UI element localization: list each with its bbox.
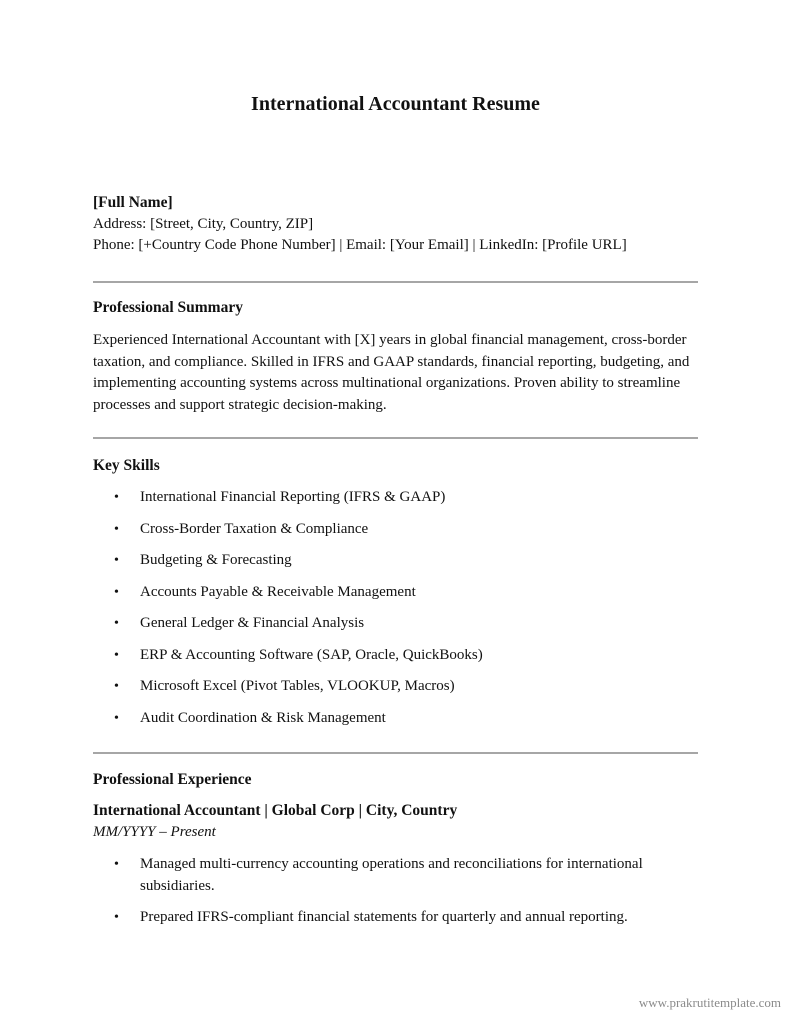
full-name: [Full Name] (93, 194, 173, 211)
skills-list (93, 487, 713, 729)
skill-item: • International Financial Reporting (IFRS & GAAP) (93, 487, 713, 509)
contact-line: Phone: [+Country Code Phone Number] | Email: [Your Email] | LinkedIn: [Profile URL] (93, 237, 627, 253)
skill-item: • General Ledger & Financial Analysis (93, 613, 713, 635)
skill-item: • ERP & Accounting Software (SAP, Oracle, QuickBooks) (93, 645, 713, 667)
job-bullets (93, 854, 713, 929)
divider (93, 437, 698, 439)
skill-item: • Audit Coordination & Risk Management (93, 708, 713, 730)
job-title-line: International Accountant | Global Corp | City, Country (93, 802, 458, 819)
job-bullet: • Prepared IFRS-compliant financial statements for quarterly and annual reporting. (93, 907, 713, 929)
skill-item: • Accounts Payable & Receivable Management (93, 582, 713, 604)
job-bullet: • Managed multi-currency accounting operations and reconciliations for international subsidiaries. (93, 854, 713, 897)
skill-item: • Microsoft Excel (Pivot Tables, VLOOKUP, Macros) (93, 676, 713, 698)
divider (93, 752, 698, 754)
skill-item: • Cross-Border Taxation & Compliance (93, 519, 713, 541)
document-title: International Accountant Resume (251, 93, 540, 115)
job-dates: MM/YYYY – Present (93, 824, 216, 840)
skills-heading: Key Skills (93, 457, 160, 474)
website-watermark: www.prakrutitemplate.com (638, 995, 781, 1010)
skill-item: • Budgeting & Forecasting (93, 550, 713, 572)
summary-heading: Professional Summary (93, 299, 243, 316)
address-line: Address: [Street, City, Country, ZIP] (93, 216, 314, 232)
summary-text: Experienced International Accountant with [X] years in global financial management, cross-border taxation, and compliance. Skilled in IFRS and GAAP standards, financial reporting, budgeting, and implementing accounting systems across multinational organizations. Proven ability to streamline processes and support strategic decision-making. (93, 332, 690, 413)
divider (93, 281, 698, 283)
experience-heading: Professional Experience (93, 771, 252, 788)
